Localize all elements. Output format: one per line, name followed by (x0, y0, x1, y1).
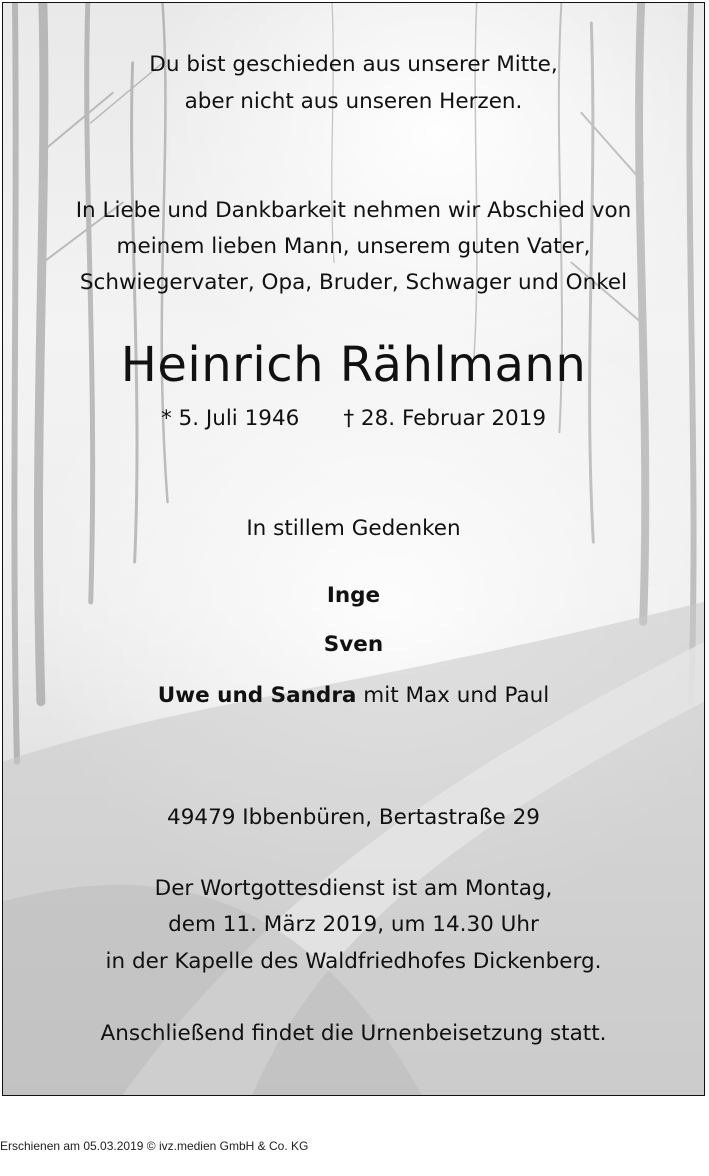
publication-footer: Erschienen am 05.03.2019 © ivz.medien GmbH & Co. KG (0, 1139, 309, 1153)
deceased-name: Heinrich Rählmann (120, 337, 587, 393)
mourner-inge: Inge (326, 583, 381, 608)
intro-line-3: Schwiegervater, Opa, Bruder, Schwager und Onkel (79, 270, 628, 295)
mourners-heading: In stillem Gedenken (246, 516, 461, 541)
address: 49479 Ibbenbüren, Bertastraße 29 (167, 805, 540, 830)
closing-line: Anschließend findet die Urnenbeisetzung statt. (100, 1021, 607, 1046)
verse-line-1: Du bist geschieden aus unserer Mitte, (149, 52, 558, 77)
mourner-family-names: Uwe und Sandra (157, 683, 357, 708)
intro-line-2: meinem lieben Mann, unserem guten Vater, (116, 234, 591, 259)
service-line-2: dem 11. März 2019, um 14.30 Uhr (168, 912, 539, 937)
obituary-notice (2, 2, 705, 1096)
birth-date: * 5. Juli 1946 (160, 406, 300, 431)
mourner-family-children: mit Max und Paul (356, 683, 550, 708)
service-line-1: Der Wortgottesdienst ist am Montag, (154, 876, 553, 901)
notice-content (3, 3, 704, 1095)
mourner-family (3, 683, 704, 709)
mourner-sven: Sven (323, 632, 384, 657)
service-line-3: in der Kapelle des Waldfriedhofes Dickenberg. (105, 949, 602, 974)
life-dates (3, 406, 704, 432)
death-date: † 28. Februar 2019 (343, 406, 547, 431)
verse-line-2: aber nicht aus unseren Herzen. (184, 89, 523, 114)
intro-line-1: In Liebe und Dankbarkeit nehmen wir Abschied von (75, 198, 632, 223)
